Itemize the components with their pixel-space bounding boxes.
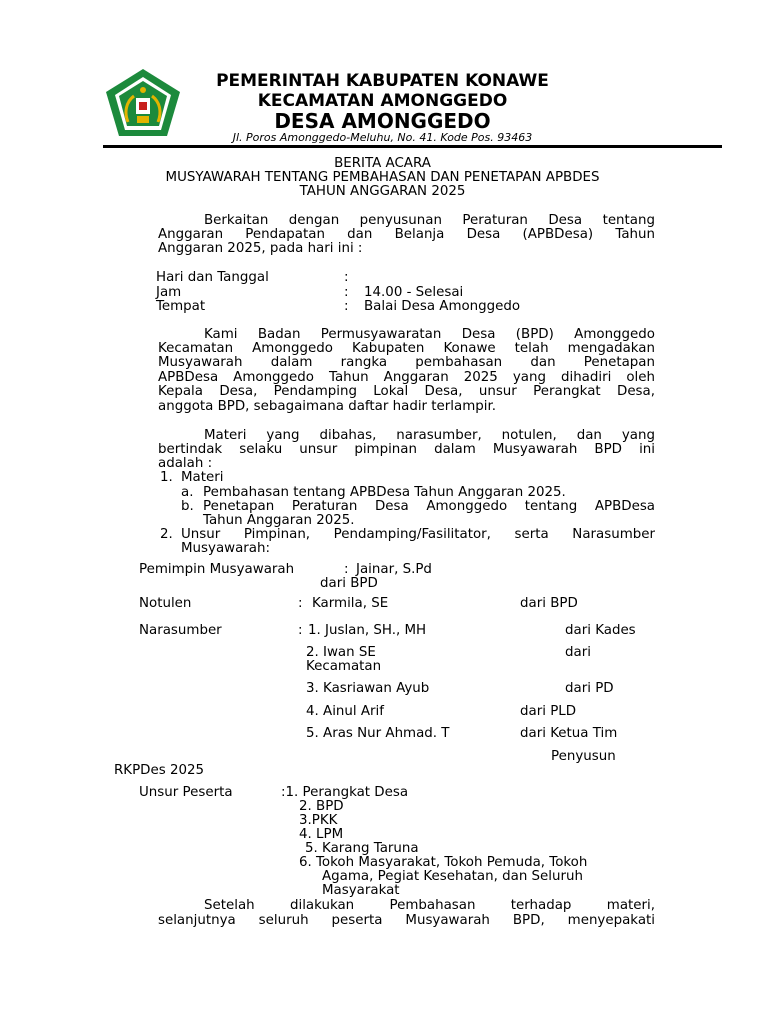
speaker-5-from: dari Ketua Tim — [520, 726, 618, 741]
participant-6-line-3: Masyarakat — [322, 883, 400, 898]
para2-line-3: Musyawarah dalam rangka pembahasan dan Penetapan — [158, 355, 655, 370]
place-label: Tempat — [156, 299, 206, 314]
para3-line-1: Materi yang dibahas, narasumber, notulen, dan yang — [204, 428, 655, 443]
date-sep: : — [344, 270, 349, 285]
list-item-2-line-2: Musyawarah: — [181, 541, 271, 556]
list-item-1b-line-1: Penetapan Peraturan Desa Amonggedo tentang APBDesa — [203, 499, 655, 514]
date-label: Hari dan Tanggal — [156, 270, 269, 285]
header-divider — [103, 145, 722, 148]
time-value: 14.00 - Selesai — [364, 285, 464, 300]
participant-2: 2. BPD — [299, 799, 344, 814]
list-item-1a: Pembahasan tentang APBDesa Tahun Anggaran 2025. — [203, 485, 566, 500]
time-sep: : — [344, 285, 349, 300]
header-address: Jl. Poros Amonggedo-Meluhu, No. 41. Kode Pos. 93463 — [232, 131, 533, 144]
intro-line-1: Berkaitan dengan penyusunan Peraturan Desa tentang — [204, 213, 655, 228]
doc-title: BERITA ACARA — [334, 156, 431, 171]
notulen-name: Karmila, SE — [312, 596, 389, 611]
doc-year: TAHUN ANGGARAN 2025 — [299, 184, 466, 199]
speaker-3-from: dari PD — [565, 681, 614, 696]
participants-label: Unsur Peserta — [139, 785, 233, 800]
para2-line-1: Kami Badan Permusyawaratan Desa (BPD) Amonggedo — [204, 327, 655, 342]
list-item-1: Materi — [181, 470, 224, 485]
speaker-1-from: dari Kades — [565, 623, 636, 638]
list-num-1: 1. — [160, 470, 173, 485]
speaker-5: 5. Aras Nur Ahmad. T — [306, 726, 450, 741]
para2-line-6: anggota BPD, sebagaimana daftar hadir terlampir. — [158, 399, 497, 414]
para2-line-5: Kepala Desa, Pendamping Lokal Desa, unsur Perangkat Desa, — [158, 384, 655, 399]
participant-6-line-1: 6. Tokoh Masyarakat, Tokoh Pemuda, Tokoh — [299, 855, 588, 870]
notulen-label: Notulen — [139, 596, 192, 611]
time-label: Jam — [156, 285, 182, 300]
list-num-2: 2. — [160, 527, 173, 542]
participant-5: 5. Karang Taruna — [305, 841, 419, 856]
para3-line-3: adalah : — [158, 456, 213, 471]
participant-1: :1. Perangkat Desa — [281, 785, 409, 800]
para2-line-2: Kecamatan Amonggedo Kabupaten Konawe telah mengadakan — [158, 341, 655, 356]
leader-sep: : — [344, 562, 349, 577]
place-sep: : — [344, 299, 349, 314]
speaker-2: 2. Iwan SE — [306, 645, 376, 660]
leader-label: Pemimpin Musyawarah — [139, 562, 295, 577]
notulen-sep: : — [298, 596, 303, 611]
notulen-from: dari BPD — [520, 596, 578, 611]
para3-line-2: bertindak selaku unsur pimpinan dalam Musyawarah BPD ini — [158, 442, 655, 457]
speakers-sep: : — [298, 623, 303, 638]
list-item-2-line-1: Unsur Pimpinan, Pendamping/Fasilitator, serta Narasumber — [181, 527, 655, 542]
list-letter-b: b. — [181, 499, 194, 514]
speaker-2-from: dari — [565, 645, 591, 660]
participant-4: 4. LPM — [299, 827, 344, 842]
speaker-5-cont-1: Penyusun — [551, 749, 616, 764]
speaker-1: 1. Juslan, SH., MH — [308, 623, 427, 638]
doc-subtitle: MUSYAWARAH TENTANG PEMBAHASAN DAN PENETAPAN APBDES — [165, 170, 600, 185]
participant-3: 3.PKK — [299, 813, 338, 828]
list-item-1b-line-2: Tahun Anggaran 2025. — [203, 513, 355, 528]
intro-line-2: Anggaran Pendapatan dan Belanja Desa (APBDesa) Tahun — [158, 227, 655, 242]
intro-line-3: Anggaran 2025, pada hari ini : — [158, 241, 363, 256]
list-letter-a: a. — [181, 485, 194, 500]
header-line-1: PEMERINTAH KABUPATEN KONAWE — [216, 71, 549, 91]
speaker-5-cont-2: RKPDes 2025 — [114, 763, 205, 778]
para2-line-4: APBDesa Amonggedo Tahun Anggaran 2025 yang dihadiri oleh — [158, 370, 655, 385]
header-line-2: KECAMATAN AMONGGEDO — [257, 91, 508, 111]
closing-line-2: selanjutnya seluruh peserta Musyawarah BPD, menyepakati — [158, 913, 655, 928]
place-value: Balai Desa Amonggedo — [364, 299, 521, 314]
closing-line-1: Setelah dilakukan Pembahasan terhadap materi, — [204, 898, 655, 913]
speaker-3: 3. Kasriawan Ayub — [306, 681, 430, 696]
speaker-4-from: dari PLD — [520, 704, 577, 719]
leader-from: dari BPD — [320, 576, 378, 591]
leader-name: Jainar, S.Pd — [356, 562, 432, 577]
participant-6-line-2: Agama, Pegiat Kesehatan, dan Seluruh — [322, 869, 583, 884]
speaker-2-cont: Kecamatan — [306, 659, 382, 674]
header-line-3: DESA AMONGGEDO — [274, 109, 491, 133]
speaker-4: 4. Ainul Arif — [306, 704, 384, 719]
speakers-label: Narasumber — [139, 623, 222, 638]
